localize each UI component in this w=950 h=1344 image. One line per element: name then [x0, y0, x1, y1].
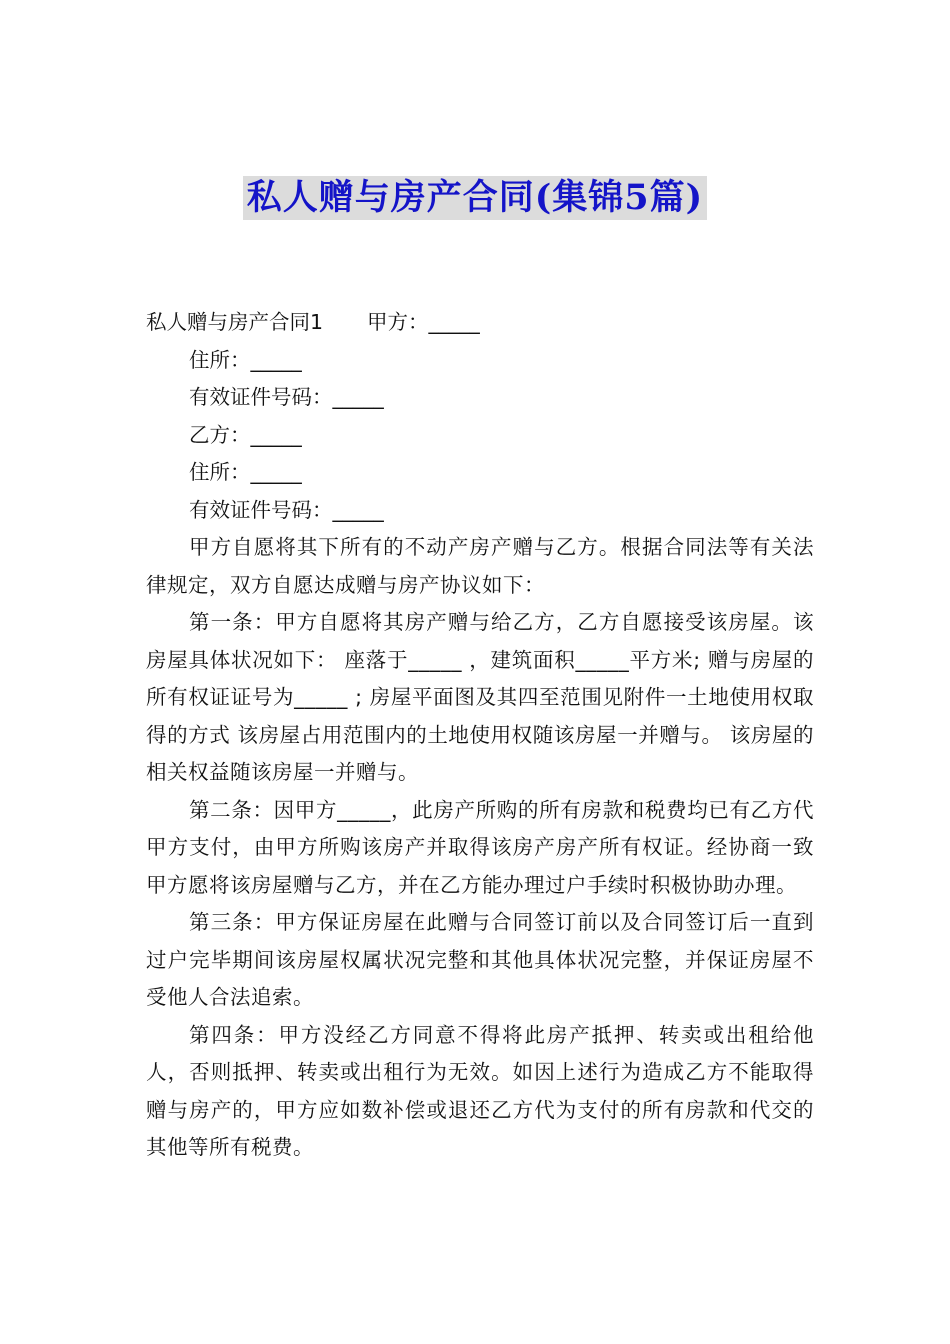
address-field-b: 住所：_____ — [189, 460, 302, 484]
article-3-paragraph: 第三条：甲方保证房屋在此赠与合同签订前以及合同签订后一直到过户完毕期间该房屋权属状况完整和其他具体状况完整，并保证房屋不受他人合法追索。 — [146, 910, 814, 1009]
article-1-paragraph: 第一条：甲方自愿将其房产赠与给乙方，乙方自愿接受该房屋。该房屋具体状况如下： 座落于_____ ，建筑面积_____平方米; 赠与房屋的所有权证证号为_____ ; 房屋平面图及其四至范围见附件一土地使用权取得的方式 该房屋占用范围内的土地使用权随该房屋一并赠与。 该房屋的相关权益随该房屋一并赠与。 — [146, 610, 814, 784]
title-block — [0, 176, 950, 220]
intro-paragraph: 甲方自愿将其下所有的不动产房产赠与乙方。根据合同法等有关法律规定，双方自愿达成赠与房产协议如下： — [146, 535, 814, 597]
article-2-paragraph: 第二条：因甲方_____，此房产所购的所有房款和税费均已有乙方代甲方支付，由甲方所购该房产并取得该房产房产所有权证。经协商一致甲方愿将该房屋赠与乙方，并在乙方能办理过户手续时积极协助办理。 — [146, 797, 814, 897]
party-a-field: 甲方：_____ — [367, 310, 480, 334]
id-number-field-b: 有效证件号码：_____ — [189, 497, 384, 522]
article-4-paragraph: 第四条：甲方没经乙方同意不得将此房产抵押、转卖或出租给他人，否则抵押、转卖或出租行为无效。如因上述行为造成乙方不能取得赠与房产的，甲方应如数补偿或退还乙方代为支付的所有房款和代交的其他等所有税费。 — [146, 1022, 814, 1159]
heading-line — [146, 304, 814, 342]
address-field-a: 住所：_____ — [189, 347, 302, 372]
document-title: 私人赠与房产合同(集锦5篇) — [243, 176, 707, 220]
document-body — [146, 304, 814, 1167]
party-b-field: 乙方：_____ — [189, 422, 302, 447]
contract-name: 私人赠与房产合同1 — [146, 310, 324, 334]
id-number-field-a: 有效证件号码：_____ — [189, 385, 384, 409]
